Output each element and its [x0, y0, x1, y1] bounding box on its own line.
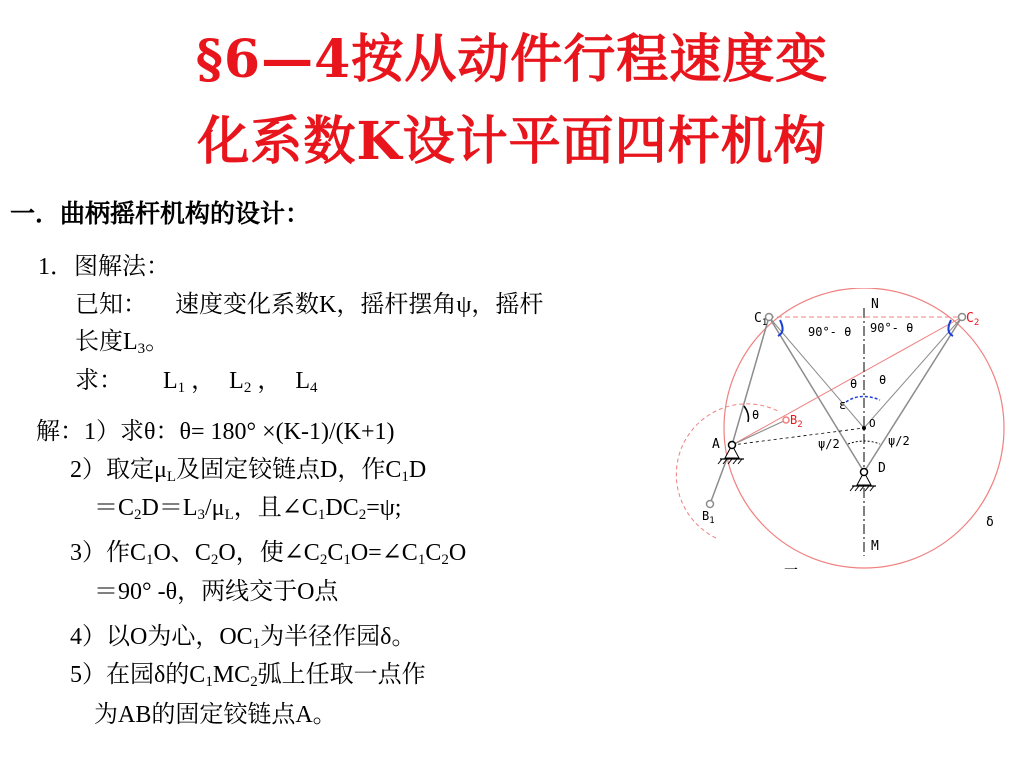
crank-rocker-diagram	[668, 288, 1024, 588]
known-text: 速度变化系数K，摇杆摆角ψ，摇杆	[175, 292, 544, 318]
line-c1-d	[769, 317, 864, 472]
joint-b1	[707, 501, 714, 508]
known-line-1	[75, 290, 543, 320]
label-theta-o-left: θ	[850, 377, 858, 391]
line-a-o-dashed	[732, 428, 864, 445]
joint-b2	[783, 417, 789, 423]
joint-c2	[959, 314, 966, 321]
known-label: 已知：	[75, 292, 147, 318]
label-psi-right: ψ/2	[888, 434, 910, 448]
fixed-pivot-d	[850, 469, 876, 492]
diagram-caption: 一	[784, 563, 798, 579]
page-title-line-1: §6—4按从动件行程速度变	[195, 29, 829, 90]
fixed-pivot-a	[718, 442, 744, 465]
solution-step-6: 为AB的固定铰链点A。	[94, 702, 337, 728]
angle-arc-o	[846, 396, 880, 402]
label-epsilon: ε	[839, 398, 847, 412]
label-b1: $B_1$	[702, 509, 715, 526]
solution-step-1: 解：1）求θ：θ= 180° ×(K-1)/(K+1)	[36, 419, 395, 445]
label-theta-o-right: θ	[879, 373, 887, 387]
find-line: 求： $L_1$ ， $L_2$ ， $L_4$	[75, 368, 318, 396]
solution-step-2a: 2）取定$\mu_L$及固定铰链点D，作$C_1D$	[70, 457, 427, 485]
page-title-line-2: 化系数K设计平面四杆机构	[197, 111, 827, 172]
line-c1-a	[732, 317, 769, 445]
label-b2: $B_2$	[790, 413, 803, 430]
label-m: M	[871, 539, 879, 554]
find-label: 求：	[75, 368, 123, 394]
label-angle-right: 90°- θ	[870, 321, 914, 335]
line-a-b2	[732, 420, 786, 445]
solution-step-2b: $=C_2D=L_3/\mu_L$，且$\angle C_1DC_2=\psi$;	[94, 495, 402, 523]
label-angle-left: 90°- θ	[808, 325, 852, 339]
label-theta-a: θ	[752, 408, 760, 422]
known-line-2: 长度$L_3$。	[75, 329, 170, 357]
line-c2-d	[864, 317, 962, 472]
section-heading: 一．曲柄摇杆机构的设计：	[10, 201, 311, 228]
method-label: 1．图解法：	[38, 254, 170, 280]
arc-a-dashed	[676, 404, 778, 538]
label-n: N	[871, 297, 879, 312]
label-delta: δ	[986, 515, 994, 530]
point-o	[862, 426, 866, 430]
solution-step-3b: ＝90° -θ，两线交于O点	[94, 579, 339, 605]
angle-arc-a	[744, 406, 749, 422]
solution-step-4: 4）以O为心，$OC_1$为半径作园δ。	[70, 624, 416, 652]
label-d: D	[878, 461, 886, 476]
label-psi-left: ψ/2	[818, 437, 840, 451]
solution-step-5: 5）在园δ的$C_1MC_2$弧上任取一点作	[70, 662, 426, 690]
label-c1: $C_1$	[754, 311, 768, 328]
label-o: O	[869, 417, 876, 430]
label-c2: $C_2$	[966, 311, 980, 328]
label-a: A	[712, 437, 720, 452]
solution-step-3a: 3）作$C_1O$、$C_2O$，使$\angle C_2C_1O=\angle C_1C_2O$	[70, 540, 467, 568]
